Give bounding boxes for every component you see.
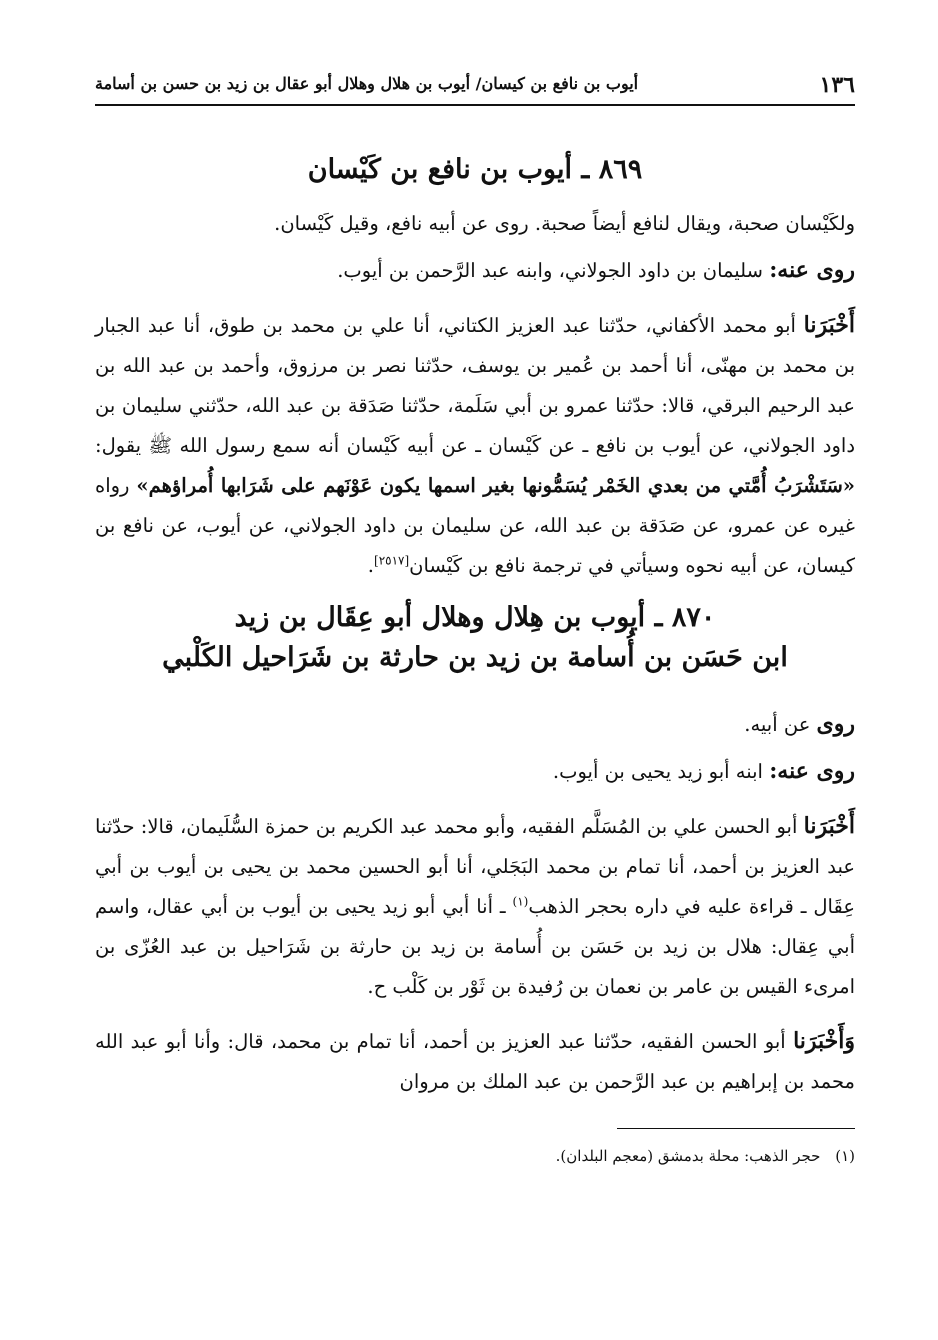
- entry-869-rawa-anhu: [95, 250, 855, 291]
- akhbarana-lead: أَخْبَرَنا: [803, 813, 855, 839]
- entry-870-isnad-1: [95, 806, 855, 1007]
- entry-869-isnad: أَخْبَرَنا أبو محمد الأكفاني، حدّثنا عبد العزيز الكتاني، أنا علي بن محمد بن طوق، أنا عبد الجبار بن محمد بن مهنّى، أنا أحمد بن عُمير بن يوسف، حدّثنا نصر بن مرزوق، وأحمد بن عبد الله بن عبد الرحيم البرقي، قالا: حدّثنا عمرو بن أبي سَلَمة، حدّثنا صَدَقة بن عبد الله، حدّثني سليمان بن داود الجولاني، عن أيوب بن نافع ـ عن كَيْسان ـ عن أبيه كَيْسان أنه سمع رسول الله ﷺ يقول: «سَتَشْرَبُ أُمَّتي من بعدي الخَمْر يُسَمُّونها بغير اسمها يكون عَوْنَهم على شَرَابها أُمراؤهم» رواه غيره عن عمرو، عن صَدَقة بن عبد الله، عن سليمان بن داود الجولاني، عن أيوب، عن نافع بن كيسان، عن أبيه نحوه وسيأتي في ترجمة نافع بن كَيْسان[٢٥١٧].: [95, 312, 855, 577]
- page-number: ١٣٦: [819, 72, 855, 98]
- hadith-reference-number: [٢٥١٧]: [374, 553, 410, 568]
- footnote-text: حجر الذهب: محلة بدمشق (معجم البلدان).: [555, 1147, 821, 1165]
- after-hadith-text: رواه غيره عن عمرو، عن صَدَقة بن عبد الله، عن سليمان بن داود الجولاني، عن أيوب، عن نافع بن كيسان، عن أبيه نحوه وسيأتي في ترجمة نافع بن كَيْسان: [95, 474, 855, 577]
- isnad-text-part-b: ـ أنا أبي أبو زيد يحيى بن أيوب بن أبي عقال، واسم أبي عِقال: هلال بن زيد بن حَسَن بن أُسامة بن زيد بن حارثة بن شَرَاحيل بن عبد العُزّى بن امرىء القيس بن عامر بن نعمان بن رُفيدة بن ثَوْر بن كَلْب ح.: [95, 895, 855, 998]
- isnad-text: أبو محمد الأكفاني، حدّثنا عبد العزيز الكتاني، أنا علي بن محمد بن طوق، أنا عبد الجبار بن محمد بن مهنّى، أنا أحمد بن عُمير بن يوسف، حدّثنا نصر بن مرزوق، وأحمد بن عبد الله بن عبد الرحيم البرقي، قالا: حدّثنا عمرو بن أبي سَلَمة، حدّثنا صَدَقة بن عبد الله، حدّثني سليمان بن داود الجولاني، عن أيوب بن نافع ـ عن كَيْسان ـ عن أبيه كَيْسان أنه سمع رسول الله ﷺ يقول:: [95, 314, 855, 457]
- entry-870-rawa-an: [95, 704, 855, 745]
- footnote-1: [95, 1143, 855, 1169]
- footnote-reference: (١): [512, 894, 529, 909]
- entry-870-title-line1: ٨٧٠ ـ أيوب بن هِلال وهلال أبو عِقَال بن زيد: [234, 602, 716, 633]
- entry-870-isnad-2: [95, 1021, 855, 1102]
- entry-870-title-line2: ابن حَسَن بن أُسامة بن زيد بن حارثة بن شَرَاحيل الكَلْبي: [162, 642, 788, 673]
- rawa-anhu-text: ابنه أبو زيد يحيى بن أيوب.: [552, 760, 763, 783]
- rawa-anhu-label: روى عنه:: [769, 257, 855, 283]
- footnote-mark: (١): [835, 1147, 855, 1165]
- entry-870-rawa-anhu: [95, 751, 855, 792]
- rawa-anhu-text: سليمان بن داود الجولاني، وابنه عبد الرَّحمن بن أيوب.: [337, 259, 763, 282]
- isnad-text: أبو الحسن الفقيه، حدّثنا عبد العزيز بن أحمد، أنا تمام بن محمد، قال: وأنا أبو عبد الله محمد بن إبراهيم بن عبد الرَّحمن بن عبد الملك بن مروان: [95, 1030, 855, 1093]
- hadith-text: «سَتَشْرَبُ أُمَّتي من بعدي الخَمْر يُسَمُّونها بغير اسمها يكون عَوْنَهم على شَرَابها أُمراؤهم»: [136, 474, 855, 497]
- isnad-text-part-a: أبو الحسن علي بن المُسَلَّم الفقيه، وأبو محمد عبد الكريم بن حمزة السُّلَيمان، قالا: حدّثنا عبد العزيز بن أحمد، أنا تمام بن محمد البَجَلي، أنا أبو الحسين محمد بن يحيى بن أيوب بن أبي عِقَال ـ قراءة عليه في داره بحجر الذهب: [95, 815, 855, 918]
- running-title: أيوب بن نافع بن كيسان/ أيوب بن هلال وهلال أبو عقال بن زيد بن حسن بن أسامة: [95, 74, 639, 93]
- footnote-divider: [617, 1128, 855, 1129]
- rawa-an-text: عن أبيه.: [744, 713, 811, 736]
- entry-869-intro-text: ولكَيْسان صحبة، ويقال لنافع أيضاً صحبة. روى عن أبيه نافع، وقيل كَيْسان.: [274, 212, 855, 235]
- book-page: [95, 64, 855, 1169]
- running-header: [95, 64, 855, 106]
- wa-akhbarana-lead: وَأَخْبَرَنا: [793, 1028, 856, 1054]
- rawa-an-label: روى: [816, 711, 855, 737]
- entry-869-intro: [95, 204, 855, 244]
- rawa-anhu-label: روى عنه:: [769, 758, 855, 784]
- entry-869-title: ٨٦٩ ـ أيوب بن نافع بن كَيْسان: [307, 154, 643, 185]
- akhbarana-lead: أَخْبَرَنا: [803, 312, 855, 338]
